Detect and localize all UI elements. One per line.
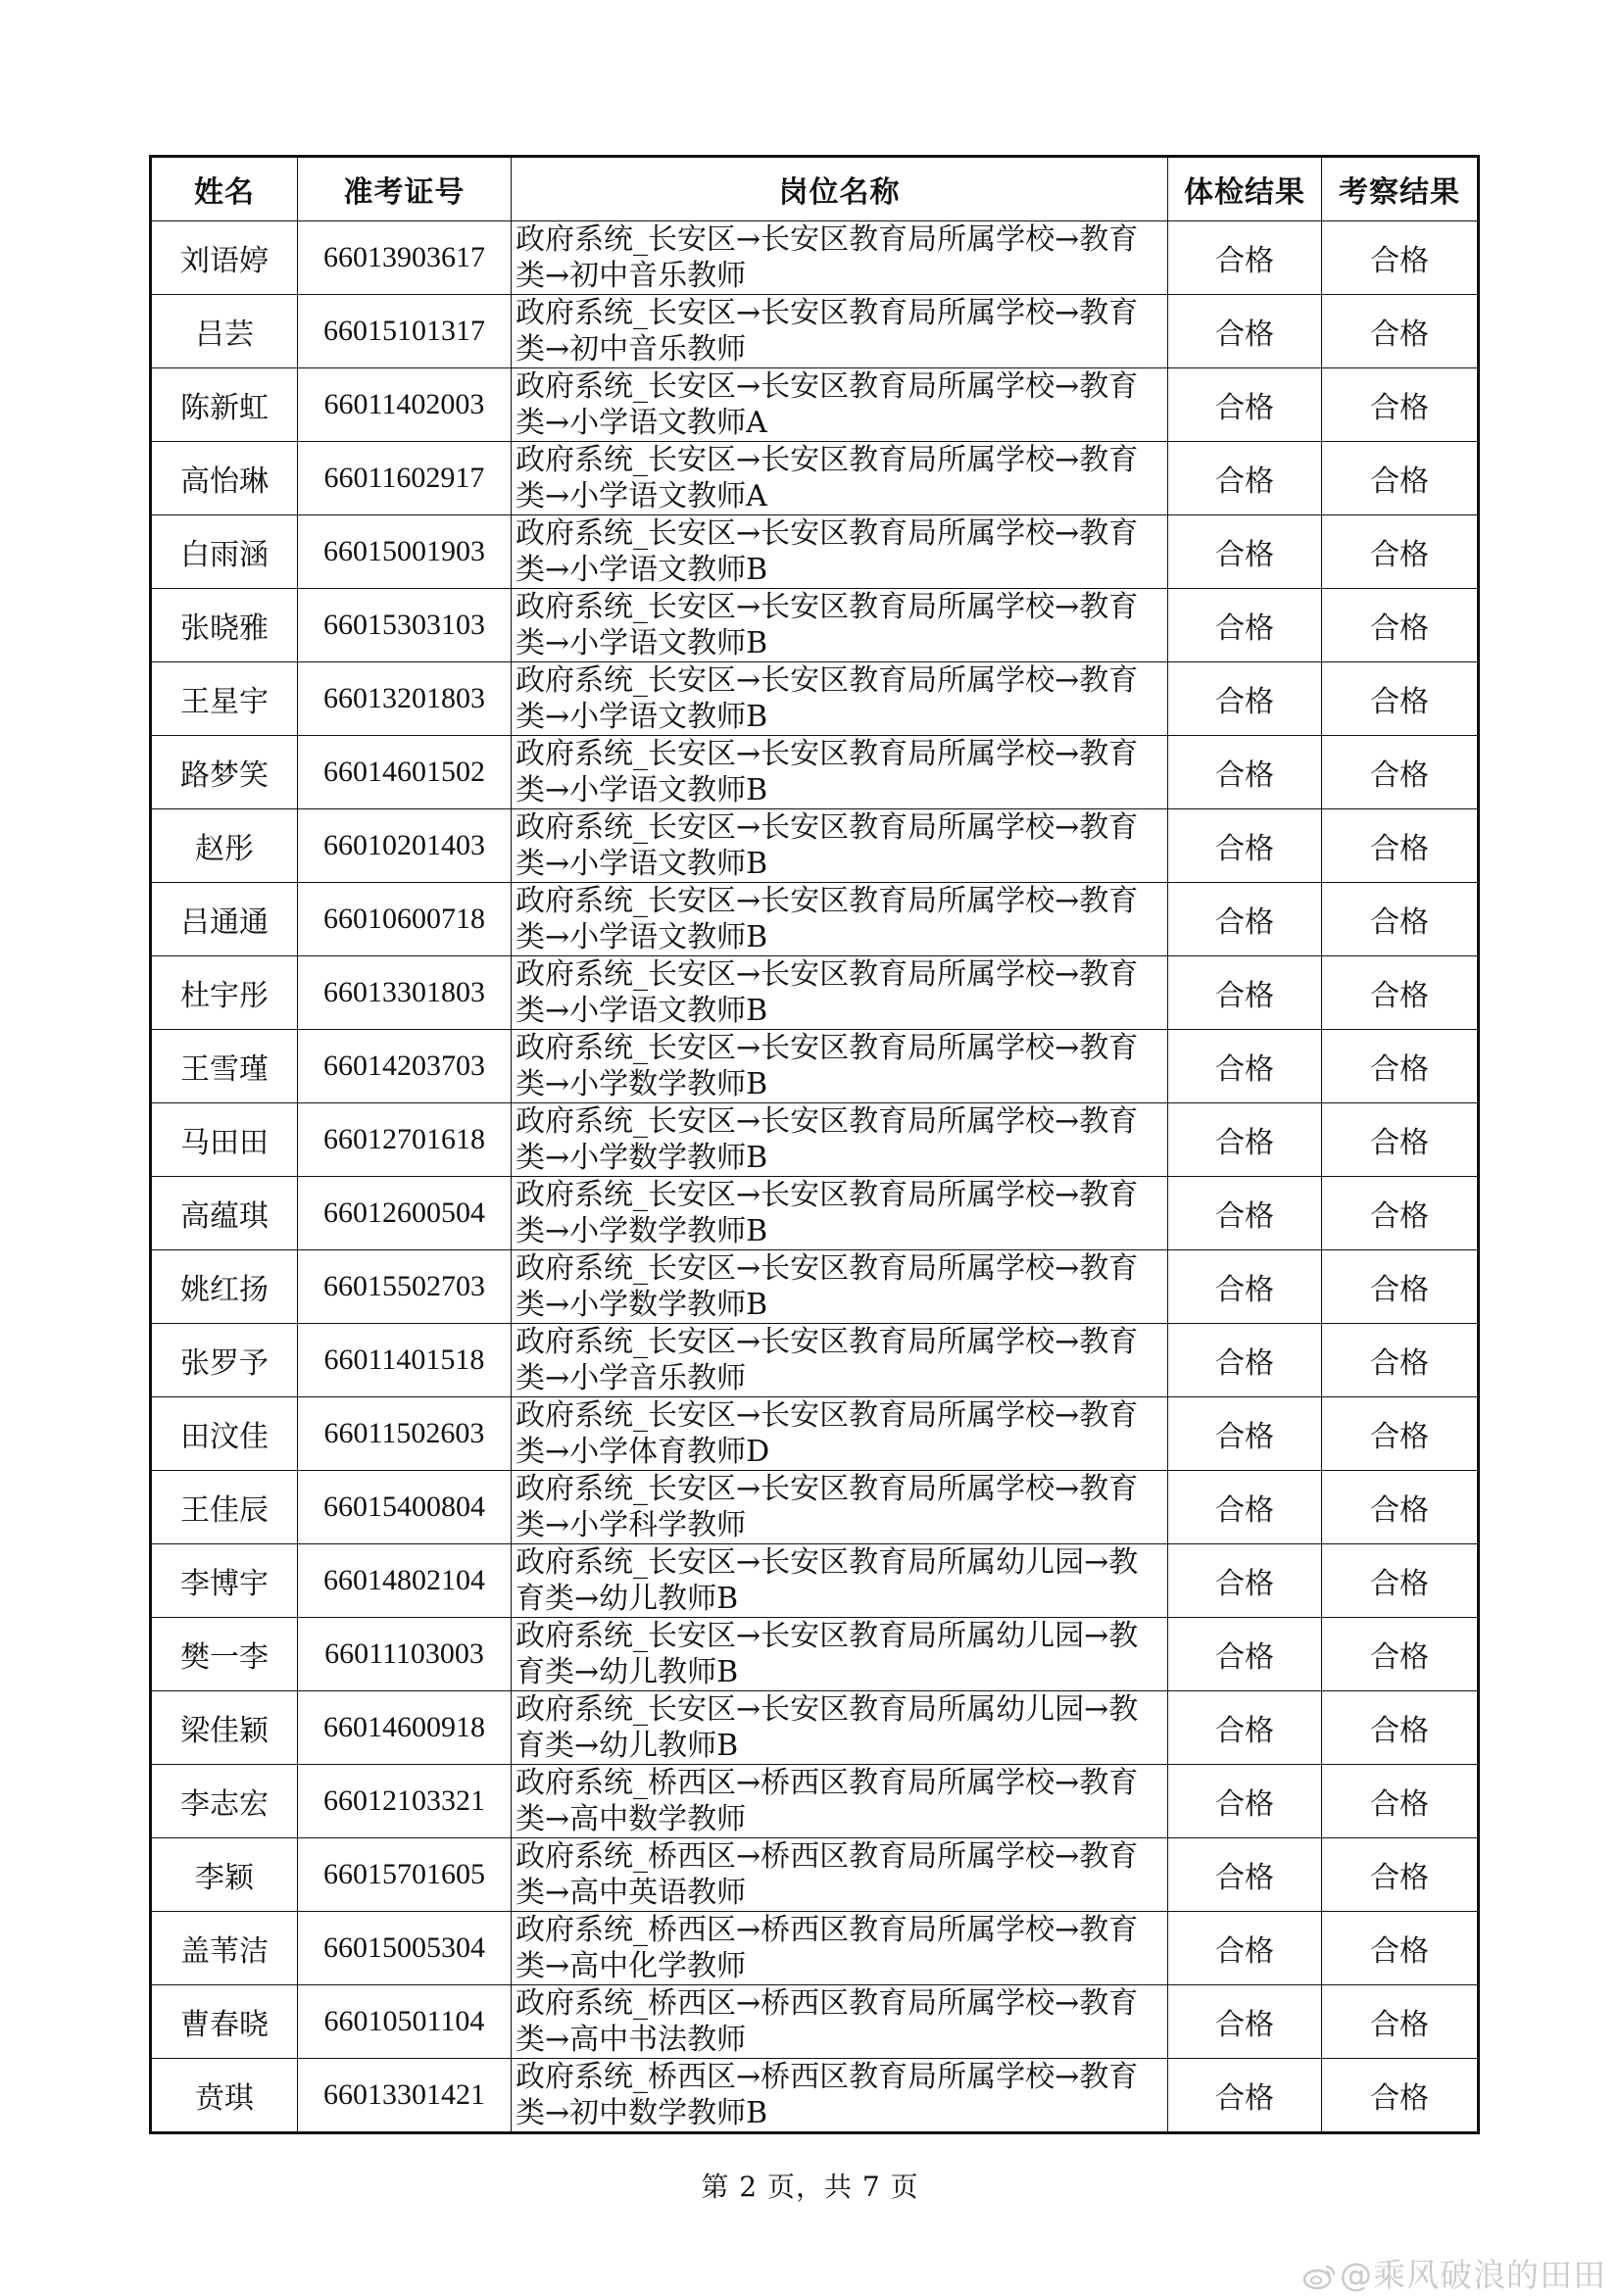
cell-position: 政府系统_长安区→长安区教育局所属学校→教育类→小学语文教师A — [512, 368, 1168, 442]
cell-review-result: 合格 — [1322, 442, 1479, 515]
cell-exam-id: 66014802104 — [298, 1544, 512, 1618]
cell-name: 姚红扬 — [151, 1250, 298, 1324]
cell-exam-id: 66011402003 — [298, 368, 512, 442]
cell-position: 政府系统_长安区→长安区教育局所属学校→教育类→小学语文教师B — [512, 809, 1168, 883]
cell-name: 李志宏 — [151, 1765, 298, 1838]
cell-review-result: 合格 — [1322, 2059, 1479, 2133]
cell-review-result: 合格 — [1322, 295, 1479, 368]
header-exam-id: 准考证号 — [298, 157, 512, 221]
cell-exam-id: 66013903617 — [298, 221, 512, 295]
cell-position: 政府系统_长安区→长安区教育局所属学校→教育类→小学数学教师B — [512, 1250, 1168, 1324]
cell-medical-result: 合格 — [1168, 1471, 1322, 1544]
cell-position: 政府系统_桥西区→桥西区教育局所属学校→教育类→高中化学教师 — [512, 1912, 1168, 1985]
cell-exam-id: 66011502603 — [298, 1397, 512, 1471]
table-row — [151, 295, 1479, 368]
cell-name: 王雪瑾 — [151, 1030, 298, 1103]
cell-name: 杜宇彤 — [151, 956, 298, 1030]
table-row — [151, 221, 1479, 295]
cell-medical-result: 合格 — [1168, 442, 1322, 515]
cell-review-result: 合格 — [1322, 883, 1479, 956]
cell-position: 政府系统_长安区→长安区教育局所属幼儿园→教育类→幼儿教师B — [512, 1618, 1168, 1691]
cell-medical-result: 合格 — [1168, 515, 1322, 589]
cell-name: 王佳辰 — [151, 1471, 298, 1544]
cell-medical-result: 合格 — [1168, 2059, 1322, 2133]
table-row — [151, 1765, 1479, 1838]
cell-review-result: 合格 — [1322, 221, 1479, 295]
cell-medical-result: 合格 — [1168, 1912, 1322, 1985]
header-name: 姓名 — [151, 157, 298, 221]
table-row — [151, 1177, 1479, 1250]
cell-medical-result: 合格 — [1168, 295, 1322, 368]
table-row — [151, 1471, 1479, 1544]
cell-exam-id: 66012600504 — [298, 1177, 512, 1250]
cell-exam-id: 66014601502 — [298, 736, 512, 809]
cell-review-result: 合格 — [1322, 1177, 1479, 1250]
cell-medical-result: 合格 — [1168, 1985, 1322, 2059]
cell-exam-id: 66011401518 — [298, 1324, 512, 1397]
cell-review-result: 合格 — [1322, 1030, 1479, 1103]
header-position: 岗位名称 — [512, 157, 1168, 221]
cell-exam-id: 66012103321 — [298, 1765, 512, 1838]
cell-name: 刘语婷 — [151, 221, 298, 295]
table-row — [151, 1838, 1479, 1912]
cell-review-result: 合格 — [1322, 1250, 1479, 1324]
cell-medical-result: 合格 — [1168, 1177, 1322, 1250]
cell-name: 盖苇洁 — [151, 1912, 298, 1985]
cell-position: 政府系统_长安区→长安区教育局所属学校→教育类→小学语文教师B — [512, 589, 1168, 662]
cell-position: 政府系统_桥西区→桥西区教育局所属学校→教育类→高中书法教师 — [512, 1985, 1168, 2059]
cell-review-result: 合格 — [1322, 1544, 1479, 1618]
cell-review-result: 合格 — [1322, 809, 1479, 883]
table-row — [151, 1397, 1479, 1471]
cell-position: 政府系统_桥西区→桥西区教育局所属学校→教育类→高中英语教师 — [512, 1838, 1168, 1912]
cell-name: 贲琪 — [151, 2059, 298, 2133]
cell-name: 李博宇 — [151, 1544, 298, 1618]
cell-exam-id: 66011103003 — [298, 1618, 512, 1691]
cell-review-result: 合格 — [1322, 589, 1479, 662]
table-row — [151, 1030, 1479, 1103]
cell-name: 李颖 — [151, 1838, 298, 1912]
page-number: 第 2 页，共 7 页 — [701, 2171, 919, 2203]
cell-name: 曹春晓 — [151, 1985, 298, 2059]
cell-name: 陈新虹 — [151, 368, 298, 442]
cell-exam-id: 66011602917 — [298, 442, 512, 515]
cell-position: 政府系统_长安区→长安区教育局所属学校→教育类→小学语文教师B — [512, 662, 1168, 736]
cell-exam-id: 66015101317 — [298, 295, 512, 368]
cell-position: 政府系统_长安区→长安区教育局所属学校→教育类→小学数学教师B — [512, 1030, 1168, 1103]
cell-position: 政府系统_长安区→长安区教育局所属学校→教育类→小学体育教师D — [512, 1397, 1168, 1471]
table-row — [151, 515, 1479, 589]
cell-review-result: 合格 — [1322, 1985, 1479, 2059]
table-row — [151, 1103, 1479, 1177]
cell-exam-id: 66013201803 — [298, 662, 512, 736]
watermark — [1302, 2250, 1606, 2296]
cell-name: 马田田 — [151, 1103, 298, 1177]
cell-review-result: 合格 — [1322, 1324, 1479, 1397]
cell-exam-id: 66010600718 — [298, 883, 512, 956]
cell-name: 田汶佳 — [151, 1397, 298, 1471]
table-row — [151, 442, 1479, 515]
cell-position: 政府系统_长安区→长安区教育局所属幼儿园→教育类→幼儿教师B — [512, 1691, 1168, 1765]
cell-name: 张晓雅 — [151, 589, 298, 662]
cell-name: 路梦笑 — [151, 736, 298, 809]
cell-exam-id: 66015001903 — [298, 515, 512, 589]
cell-review-result: 合格 — [1322, 736, 1479, 809]
cell-name: 梁佳颖 — [151, 1691, 298, 1765]
cell-position: 政府系统_长安区→长安区教育局所属幼儿园→教育类→幼儿教师B — [512, 1544, 1168, 1618]
table-body — [151, 221, 1479, 2133]
table-row — [151, 1985, 1479, 2059]
cell-name: 白雨涵 — [151, 515, 298, 589]
cell-name: 吕芸 — [151, 295, 298, 368]
cell-position: 政府系统_长安区→长安区教育局所属学校→教育类→小学语文教师B — [512, 956, 1168, 1030]
cell-review-result: 合格 — [1322, 1838, 1479, 1912]
table-header-row — [151, 157, 1479, 221]
table-row — [151, 736, 1479, 809]
cell-medical-result: 合格 — [1168, 1838, 1322, 1912]
cell-exam-id: 66013301803 — [298, 956, 512, 1030]
cell-exam-id: 66013301421 — [298, 2059, 512, 2133]
cell-medical-result: 合格 — [1168, 1765, 1322, 1838]
results-table — [149, 155, 1480, 2134]
table-row — [151, 809, 1479, 883]
cell-name: 高怡琳 — [151, 442, 298, 515]
cell-exam-id: 66012701618 — [298, 1103, 512, 1177]
header-review-result: 考察结果 — [1322, 157, 1479, 221]
cell-medical-result: 合格 — [1168, 809, 1322, 883]
cell-review-result: 合格 — [1322, 1691, 1479, 1765]
cell-position: 政府系统_长安区→长安区教育局所属学校→教育类→小学音乐教师 — [512, 1324, 1168, 1397]
cell-position: 政府系统_长安区→长安区教育局所属学校→教育类→初中音乐教师 — [512, 295, 1168, 368]
table-row — [151, 883, 1479, 956]
table-row — [151, 2059, 1479, 2133]
table-row — [151, 1544, 1479, 1618]
cell-exam-id: 66014203703 — [298, 1030, 512, 1103]
cell-medical-result: 合格 — [1168, 662, 1322, 736]
cell-position: 政府系统_长安区→长安区教育局所属学校→教育类→小学语文教师B — [512, 736, 1168, 809]
cell-position: 政府系统_桥西区→桥西区教育局所属学校→教育类→初中数学教师B — [512, 2059, 1168, 2133]
cell-review-result: 合格 — [1322, 956, 1479, 1030]
cell-exam-id: 66015502703 — [298, 1250, 512, 1324]
cell-exam-id: 66015303103 — [298, 589, 512, 662]
cell-position: 政府系统_长安区→长安区教育局所属学校→教育类→小学语文教师A — [512, 442, 1168, 515]
watermark-text: @乘风破浪的田田 — [1340, 2256, 1606, 2294]
table-row — [151, 662, 1479, 736]
cell-medical-result: 合格 — [1168, 221, 1322, 295]
cell-name: 赵彤 — [151, 809, 298, 883]
cell-exam-id: 66010501104 — [298, 1985, 512, 2059]
cell-medical-result: 合格 — [1168, 589, 1322, 662]
cell-medical-result: 合格 — [1168, 1324, 1322, 1397]
weibo-icon — [1302, 2263, 1336, 2290]
table-row — [151, 1250, 1479, 1324]
cell-review-result: 合格 — [1322, 1103, 1479, 1177]
cell-review-result: 合格 — [1322, 368, 1479, 442]
table-row — [151, 1324, 1479, 1397]
table-row — [151, 589, 1479, 662]
cell-position: 政府系统_长安区→长安区教育局所属学校→教育类→小学科学教师 — [512, 1471, 1168, 1544]
cell-position: 政府系统_长安区→长安区教育局所属学校→教育类→初中音乐教师 — [512, 221, 1168, 295]
table-row — [151, 1618, 1479, 1691]
cell-position: 政府系统_桥西区→桥西区教育局所属学校→教育类→高中数学教师 — [512, 1765, 1168, 1838]
table-row — [151, 1912, 1479, 1985]
cell-name: 王星宇 — [151, 662, 298, 736]
header-medical-result: 体检结果 — [1168, 157, 1322, 221]
cell-review-result: 合格 — [1322, 1618, 1479, 1691]
cell-position: 政府系统_长安区→长安区教育局所属学校→教育类→小学数学教师B — [512, 1103, 1168, 1177]
cell-medical-result: 合格 — [1168, 368, 1322, 442]
cell-exam-id: 66015701605 — [298, 1838, 512, 1912]
cell-review-result: 合格 — [1322, 1912, 1479, 1985]
cell-medical-result: 合格 — [1168, 1250, 1322, 1324]
cell-medical-result: 合格 — [1168, 1030, 1322, 1103]
cell-review-result: 合格 — [1322, 662, 1479, 736]
cell-exam-id: 66014600918 — [298, 1691, 512, 1765]
table-row — [151, 368, 1479, 442]
cell-name: 高蕴琪 — [151, 1177, 298, 1250]
cell-name: 樊一李 — [151, 1618, 298, 1691]
cell-review-result: 合格 — [1322, 1765, 1479, 1838]
cell-medical-result: 合格 — [1168, 1397, 1322, 1471]
cell-exam-id: 66015005304 — [298, 1912, 512, 1985]
cell-exam-id: 66015400804 — [298, 1471, 512, 1544]
cell-exam-id: 66010201403 — [298, 809, 512, 883]
cell-review-result: 合格 — [1322, 515, 1479, 589]
cell-medical-result: 合格 — [1168, 1691, 1322, 1765]
cell-medical-result: 合格 — [1168, 736, 1322, 809]
cell-position: 政府系统_长安区→长安区教育局所属学校→教育类→小学数学教师B — [512, 1177, 1168, 1250]
cell-medical-result: 合格 — [1168, 1544, 1322, 1618]
cell-medical-result: 合格 — [1168, 1618, 1322, 1691]
cell-medical-result: 合格 — [1168, 883, 1322, 956]
cell-position: 政府系统_长安区→长安区教育局所属学校→教育类→小学语文教师B — [512, 883, 1168, 956]
cell-name: 吕通通 — [151, 883, 298, 956]
cell-position: 政府系统_长安区→长安区教育局所属学校→教育类→小学语文教师B — [512, 515, 1168, 589]
cell-medical-result: 合格 — [1168, 956, 1322, 1030]
cell-name: 张罗予 — [151, 1324, 298, 1397]
cell-review-result: 合格 — [1322, 1471, 1479, 1544]
table-row — [151, 956, 1479, 1030]
table-row — [151, 1691, 1479, 1765]
cell-medical-result: 合格 — [1168, 1103, 1322, 1177]
cell-review-result: 合格 — [1322, 1397, 1479, 1471]
